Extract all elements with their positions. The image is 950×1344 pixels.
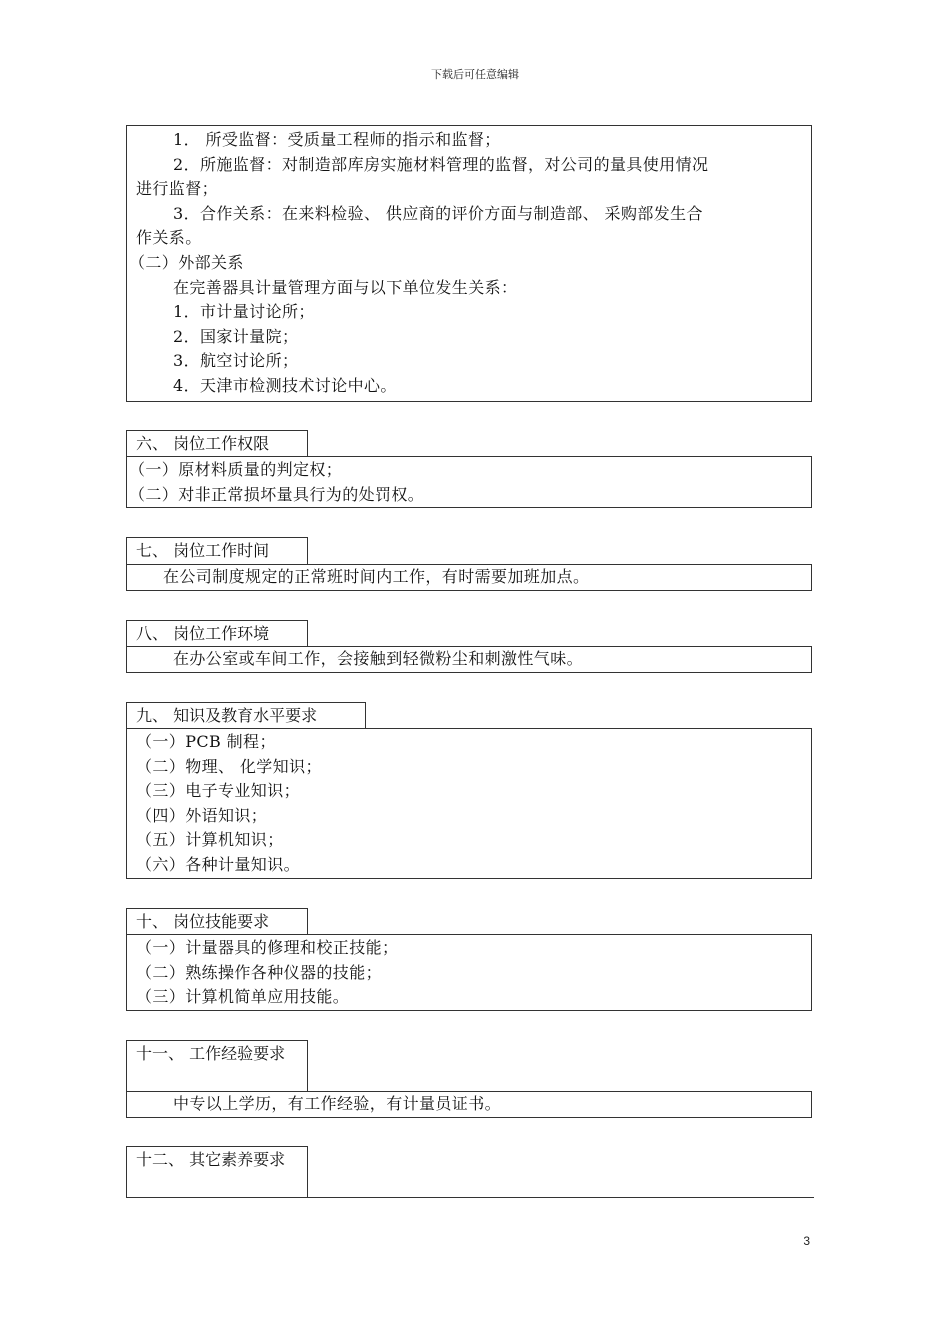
relations-line: 在完善器具计量管理方面与以下单位发生关系： <box>173 277 518 297</box>
relations-line: 作关系。 <box>136 228 202 248</box>
page-number: 3 <box>803 1234 810 1248</box>
list-item: （六）各种计量知识。 <box>136 854 301 874</box>
relations-line: 2．所施监督：对制造部库房实施材料管理的监督，对公司的量具使用情况 <box>173 154 709 174</box>
section-heading-other-qualities: 十二、 其它素养要求 <box>126 1146 308 1198</box>
section-body-other-qualities-top-rule <box>126 1197 814 1198</box>
list-item: （一）计量器具的修理和校正技能； <box>136 938 399 957</box>
relations-line: 4．天津市检测技术讨论中心。 <box>173 375 397 395</box>
list-item: （一）PCB 制程； <box>136 732 276 751</box>
section-heading-experience: 十一、 工作经验要求 <box>126 1040 308 1092</box>
section-heading-work-time: 七、 岗位工作时间 <box>126 537 308 564</box>
section-body-knowledge <box>126 728 812 879</box>
list-item: （一）原材料质量的判定权； <box>129 460 343 479</box>
relations-line: 1． 所受监督：受质量工程师的指示和监督； <box>173 130 501 149</box>
section-heading-knowledge: 九、 知识及教育水平要求 <box>126 702 366 729</box>
relations-line: 1．市计量讨论所； <box>173 302 315 322</box>
section-body-skills <box>126 934 812 1011</box>
section-heading-environment: 八、 岗位工作环境 <box>126 620 308 647</box>
relations-line: 3．合作关系：在来料检验、 供应商的评价方面与制造部、 采购部发生合 <box>173 203 703 223</box>
list-item: （三）计算机简单应用技能。 <box>136 987 350 1007</box>
list-item: 在公司制度规定的正常班时间内工作，有时需要加班加点。 <box>163 567 590 586</box>
relations-line: 2．国家计量院； <box>173 326 299 346</box>
header-note: 下载后可任意编辑 <box>431 68 519 81</box>
section-heading-authority: 六、 岗位工作权限 <box>126 430 308 456</box>
relations-box <box>126 125 812 402</box>
list-item: （五）计算机知识； <box>136 830 284 850</box>
section-body-authority <box>126 456 812 508</box>
list-item: （三）电子专业知识； <box>136 781 301 801</box>
list-item: （四）外语知识； <box>136 805 268 825</box>
section-body-experience <box>126 1091 812 1118</box>
section-body-environment <box>126 646 812 673</box>
relations-line: 进行监督； <box>136 179 219 199</box>
list-item: 中专以上学历，有工作经验，有计量员证书。 <box>173 1094 502 1113</box>
list-item: （二）对非正常损坏量具行为的处罚权。 <box>129 484 425 504</box>
list-item: （二）熟练操作各种仪器的技能； <box>136 962 383 982</box>
list-item: 在办公室或车间工作，会接触到轻微粉尘和刺激性气味。 <box>173 649 584 668</box>
list-item: （二）物理、 化学知识； <box>136 756 322 776</box>
section-body-work-time <box>126 564 812 591</box>
relations-subheading: （二）外部关系 <box>129 252 244 272</box>
section-heading-skills: 十、 岗位技能要求 <box>126 908 308 935</box>
relations-line: 3．航空讨论所； <box>173 351 299 371</box>
